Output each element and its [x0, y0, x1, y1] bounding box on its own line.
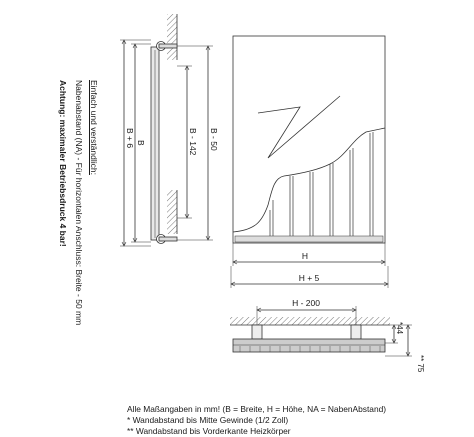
- wall-top-view-hatch: [230, 317, 390, 325]
- label-h: H: [301, 251, 309, 261]
- footnote-wall-distance-thread: * Wandabstand bis Mitte Gewinde (1/2 Zoll): [127, 415, 289, 425]
- front-view: [231, 36, 388, 288]
- top-view: [230, 306, 412, 356]
- footnote-units: Alle Maßangaben in mm! (B = Breite, H = Höhe, NA = NabenAbstand): [127, 404, 387, 414]
- label-b-minus-142: B - 142: [188, 128, 198, 156]
- label-75: ** 75: [416, 355, 425, 373]
- pressure-warning: Achtung: maximaler Betriebsdruck 4 bar!: [58, 80, 68, 247]
- tubes: [270, 132, 373, 242]
- radiator-front-outline: [233, 36, 385, 243]
- wall-bottom-hatch: [167, 190, 177, 234]
- break-line: [258, 96, 340, 158]
- label-44: *44: [395, 322, 404, 335]
- label-b: B: [136, 140, 146, 146]
- na-note: Nabenabstand (NA) - Für horizontalen Anschluss: Breite - 50 mm: [74, 80, 84, 326]
- label-h-minus-200: H - 200: [292, 298, 320, 308]
- label-b-plus-6: B + 6: [125, 128, 135, 149]
- label-b-minus-50: B - 50: [209, 128, 219, 151]
- footnotes: [127, 404, 386, 437]
- radiator-plan-body: [233, 339, 385, 352]
- notes-heading: Einfach und verständlich:: [89, 80, 99, 175]
- label-h-plus-5: H + 5: [298, 273, 320, 283]
- footnote-wall-distance-front: ** Wandabstand bis Vorderkante Heizkörper: [127, 426, 291, 436]
- wall-top-hatch: [167, 14, 177, 60]
- cutaway-curve: [233, 128, 385, 232]
